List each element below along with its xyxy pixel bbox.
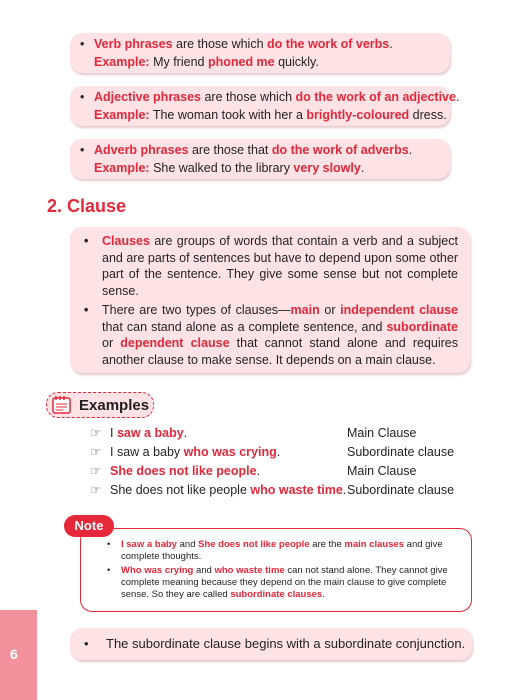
example-row: ☞ I saw a baby who was crying. Subordinate clause [90, 445, 455, 459]
clause-type: Main Clause [347, 426, 417, 440]
page-side-bar [0, 610, 37, 700]
examples-heading [46, 392, 154, 418]
verb-phrase-example: Example: My friend phoned me quickly. [94, 55, 319, 69]
pointing-hand-icon: ☞ [90, 445, 102, 459]
clause-info-box [70, 227, 470, 373]
clause-type: Subordinate clause [347, 483, 455, 497]
verb-phrase-box [70, 33, 450, 73]
clause-definition: • Clauses are groups of words that contain a verb and a subject and are parts of sentences but have to depend upon some other part of the sentence. They give some sense but not complete sense. [82, 233, 458, 299]
clause-type: Subordinate clause [347, 445, 455, 459]
subordinate-conjunction-box [70, 628, 472, 660]
adjective-phrase-box [70, 86, 460, 126]
example-row: ☞ She does not like people who waste time. Subordinate clause [90, 483, 455, 497]
adverb-phrase-box [70, 139, 450, 179]
page-number: 6 [10, 646, 18, 662]
pointing-hand-icon: ☞ [90, 426, 102, 440]
note-point-main-clauses: • I saw a baby and She does not like people are the main clauses and give complete thoughts. [81, 539, 471, 563]
section-title: 2. Clause [47, 196, 127, 216]
adjective-phrase-definition: • Adjective phrases are those which do the work of an adjective. [80, 90, 460, 104]
adverb-phrase-definition: • Adverb phrases are those that do the work of adverbs. [80, 143, 413, 157]
verb-phrase-definition: • Verb phrases are those which do the work of verbs. [80, 37, 393, 51]
pointing-hand-icon: ☞ [90, 483, 102, 497]
adjective-phrase-example: Example: The woman took with her a brightly-coloured dress. [94, 108, 447, 122]
clause-types: • There are two types of clauses—main or independent clause that can stand alone as a complete sentence, and subordinate or dependent clause that cannot stand alone and requires another clause to make sense. It depends on a main clause. [82, 302, 458, 368]
example-row: ☞ She does not like people. Main Clause [90, 464, 417, 478]
pointing-hand-icon: ☞ [90, 464, 102, 478]
note-point-subordinate-clauses: • Who was crying and who waste time can not stand alone. They cannot give complete meaning because they depend on the main clause to give complete sense. So they are called subordinate clauses. [81, 565, 471, 601]
examples-title: Examples [79, 396, 150, 414]
note-label: Note [64, 515, 114, 537]
example-row: ☞ I saw a baby. Main Clause [90, 426, 417, 440]
clause-type: Main Clause [347, 464, 417, 478]
note-box [80, 528, 472, 612]
adverb-phrase-example: Example: She walked to the library very slowly. [94, 161, 365, 175]
notebook-icon [51, 395, 73, 415]
subordinate-conjunction-text: • The subordinate clause begins with a subordinate conjunction. [84, 636, 466, 651]
